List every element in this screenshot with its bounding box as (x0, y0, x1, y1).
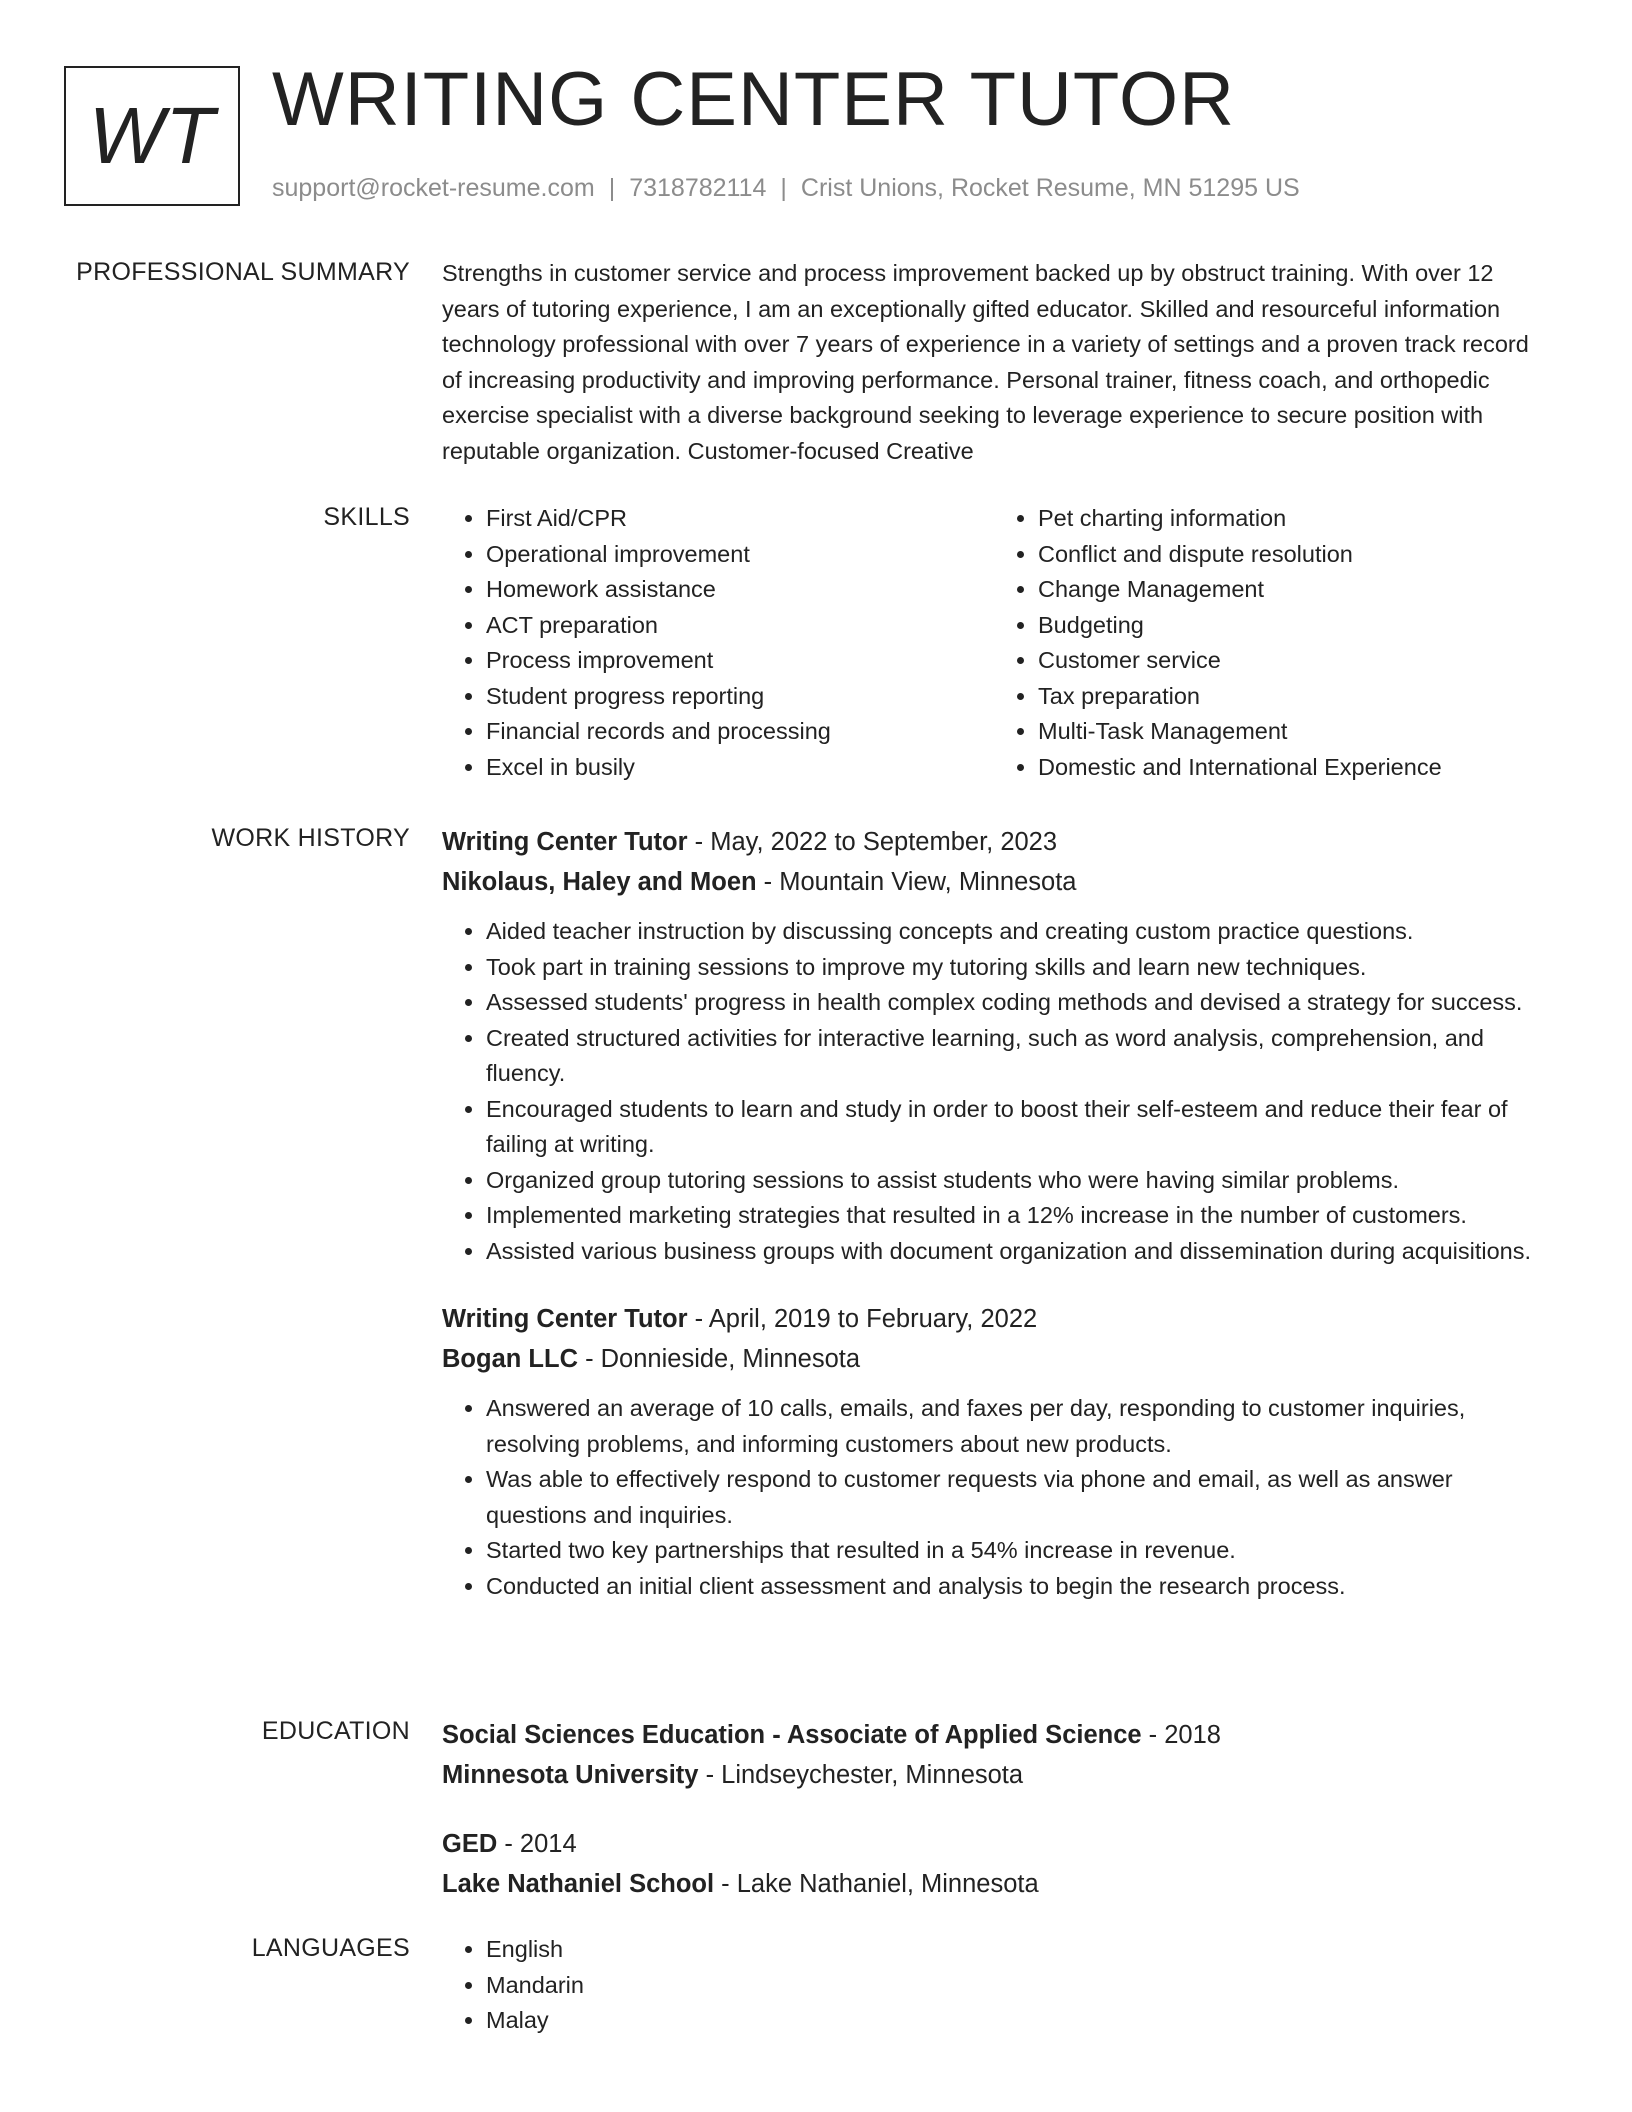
section-label-summary: PROFESSIONAL SUMMARY (76, 258, 410, 286)
job-dates: - April, 2019 to February, 2022 (687, 1305, 1038, 1333)
degree-line (442, 1715, 1546, 1755)
skill-item: • Customer service (1038, 643, 1546, 679)
job-bullet: • Assisted various business groups with document organization and dissemination during acquisitions. (486, 1234, 1546, 1270)
skills-list-right (994, 501, 1546, 785)
education-body (442, 1715, 1546, 1904)
job-entry (442, 1299, 1546, 1604)
skill-item: • Process improvement (486, 643, 994, 679)
job-title: Writing Center Tutor (442, 828, 688, 856)
skill-item: • Multi-Task Management (1038, 714, 1546, 750)
job-company: Bogan LLC (442, 1345, 578, 1373)
job-bullets (442, 1391, 1546, 1604)
job-dates: - May, 2022 to September, 2023 (687, 828, 1058, 856)
page-title: WRITING CENTER TUTOR (272, 57, 1235, 142)
job-bullet: • Started two key partnerships that resulted in a 54% increase in revenue. (486, 1533, 1546, 1569)
school: Lake Nathaniel School (442, 1870, 715, 1898)
school-location: - Lindseychester, Minnesota (698, 1761, 1024, 1789)
job-location: - Donnieside, Minnesota (577, 1345, 861, 1373)
school-location: - Lake Nathaniel, Minnesota (714, 1870, 1039, 1898)
education-entry (442, 1824, 1546, 1904)
skill-item: • Operational improvement (486, 537, 994, 573)
school-line (442, 1864, 1546, 1904)
job-bullet: • Was able to effectively respond to customer requests via phone and email, as well as answer questions and inquiries. (486, 1462, 1546, 1533)
contact-info (272, 174, 1300, 203)
job-bullet: • Implemented marketing strategies that resulted in a 12% increase in the number of customers. (486, 1198, 1546, 1234)
summary-text: Strengths in customer service and process improvement backed up by obstruct training. With over 12 years of tutoring experience, I am an exceptionally gifted educator. Skilled and resourceful information technology professional with over 7 years of experience in a variety of settings and a proven track record of increasing productivity and improving performance. Personal trainer, fitness coach, and orthopedic exercise specialist with a diverse background seeking to leverage experience to secure position with reputable organization. Customer-focused Creative (442, 260, 1529, 464)
section-label-education: EDUCATION (261, 1717, 410, 1745)
job-bullet: • Assessed students' progress in health complex coding methods and devised a strategy for success. (486, 985, 1546, 1021)
job-company-line (442, 1339, 1546, 1379)
skill-item: • Excel in busily (486, 750, 994, 786)
skills-list-left (442, 501, 994, 785)
email-link[interactable]: support@rocket-resume.com (272, 174, 595, 202)
education-entry (442, 1715, 1546, 1795)
degree-year: - 2018 (1141, 1721, 1221, 1749)
job-title: Writing Center Tutor (442, 1305, 688, 1333)
skill-item: • Budgeting (1038, 608, 1546, 644)
degree: Social Sciences Education - Associate of Applied Science (442, 1721, 1142, 1749)
degree-line (442, 1824, 1546, 1864)
job-location: - Mountain View, Minnesota (756, 868, 1077, 896)
language-item: • Mandarin (486, 1968, 1546, 2004)
work-history-body (442, 822, 1546, 1604)
skill-item: • Change Management (1038, 572, 1546, 608)
job-bullet: • Encouraged students to learn and study in order to boost their self-esteem and reduce their fear of failing at writing. (486, 1092, 1546, 1163)
section-label-work: WORK HISTORY (211, 824, 410, 852)
job-title-line (442, 822, 1546, 862)
job-entry (442, 822, 1546, 1269)
skill-item: • Homework assistance (486, 572, 994, 608)
job-company: Nikolaus, Haley and Moen (442, 868, 757, 896)
job-bullet: • Aided teacher instruction by discussing concepts and creating custom practice questions. (486, 914, 1546, 950)
skill-item: • Student progress reporting (486, 679, 994, 715)
monogram-logo: WT (64, 66, 240, 206)
section-label-languages: LANGUAGES (251, 1934, 410, 1962)
school-line (442, 1755, 1546, 1795)
skill-item: • Domestic and International Experience (1038, 750, 1546, 786)
degree-year: - 2014 (497, 1830, 577, 1858)
job-bullets (442, 914, 1546, 1269)
language-item: • Malay (486, 2003, 1546, 2039)
job-bullet: • Created structured activities for interactive learning, such as word analysis, comprehension, and fluency. (486, 1021, 1546, 1092)
phone-number: 7318782114 (629, 174, 767, 202)
skill-item: • ACT preparation (486, 608, 994, 644)
languages-list (442, 1932, 1546, 2039)
skill-item: • Financial records and processing (486, 714, 994, 750)
separator: | (608, 174, 616, 202)
job-bullet: • Took part in training sessions to improve my tutoring skills and learn new techniques. (486, 950, 1546, 986)
job-bullet: • Organized group tutoring sessions to assist students who were having similar problems. (486, 1163, 1546, 1199)
skill-item: • First Aid/CPR (486, 501, 994, 537)
job-bullet: • Conducted an initial client assessment and analysis to begin the research process. (486, 1569, 1546, 1605)
language-item: • English (486, 1932, 1546, 1968)
separator: | (780, 174, 787, 202)
degree: GED (442, 1830, 498, 1858)
skill-item: • Tax preparation (1038, 679, 1546, 715)
skill-item: • Pet charting information (1038, 501, 1546, 537)
job-title-line (442, 1299, 1546, 1339)
job-company-line (442, 862, 1546, 902)
languages-body (442, 1932, 1546, 2039)
skills-body (442, 501, 1546, 785)
section-label-skills: SKILLS (323, 503, 410, 531)
job-bullet: • Answered an average of 10 calls, emails, and faxes per day, responding to customer inquiries, resolving problems, and informing customers about new products. (486, 1391, 1546, 1462)
school: Minnesota University (442, 1761, 699, 1789)
address: Crist Unions, Rocket Resume, MN 51295 US (800, 174, 1300, 202)
skill-item: • Conflict and dispute resolution (1038, 537, 1546, 573)
